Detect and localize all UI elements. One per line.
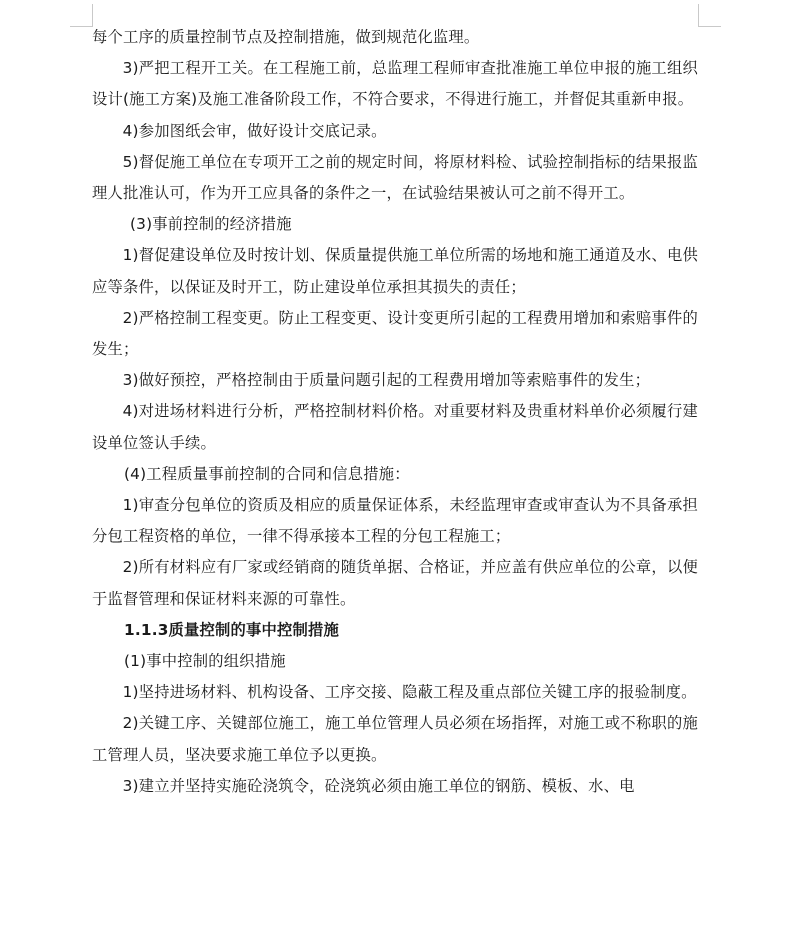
subsection-title: (1)事中控制的组织措施 [124,652,286,671]
subsection-title: (3)事前控制的经济措施 [130,215,292,234]
paragraph-item: 5)督促施工单位在专项开工之前的规定时间，将原材料检、试验控制指标的结果报监理人批准认可，作为开工应具备的条件之一，在试验结果被认可之前不得开工。 [92,152,698,203]
paragraph-item: 3)做好预控，严格控制由于质量问题引起的工程费用增加等索赔事件的发生； [122,371,651,390]
subsection-title: (4)工程质量事前控制的合同和信息措施： [124,464,410,483]
paragraph-item: 1)坚持进场材料、机构设备、工序交接、隐蔽工程及重点部位关键工序的报验制度。 [122,683,697,702]
paragraph-item: 2)严格控制工程变更。防止工程变更、设计变更所引起的工程费用增加和索赔事件的发生； [92,308,698,359]
paragraph-item: 1)督促建设单位及时按计划、保质量提供施工单位所需的场地和施工通道及水、电供应等条件，以保证及时开工，防止建设单位承担其损失的责任； [92,246,698,296]
page-corner-mark-right [698,4,721,27]
paragraph-item: 2)关键工序、关键部位施工，施工单位管理人员必须在场指挥，对施工或不称职的施工管理人员，坚决要求施工单位予以更换。 [92,714,698,764]
paragraph-item: 4)参加图纸会审，做好设计交底记录。 [122,121,387,140]
document-page [92,22,698,802]
paragraph-item: 3)建立并坚持实施砼浇筑令，砼浇筑必须由施工单位的钢筋、模板、水、电 [122,776,635,795]
paragraph-item: 2)所有材料应有厂家或经销商的随货单据、合格证，并应盖有供应单位的公章，以便于监督管理和保证材料来源的可靠性。 [92,558,698,608]
paragraph-continued: 每个工序的质量控制节点及控制措施，做到规范化监理。 [92,28,480,46]
paragraph-item: 1)审查分包单位的资质及相应的质量保证体系，未经监理审查或审查认为不具备承担分包工程资格的单位，一律不得承接本工程的分包工程施工； [92,496,698,546]
section-heading: 1.1.3质量控制的事中控制措施 [124,620,340,639]
paragraph-item: 4)对进场材料进行分析，严格控制材料价格。对重要材料及贵重材料单价必须履行建设单位签认手续。 [92,402,698,452]
page-corner-mark-left [70,4,93,27]
paragraph-item: 3)严把工程开工关。在工程施工前，总监理工程师审查批准施工单位申报的施工组织设计(施工方案)及施工准备阶段工作，不符合要求，不得进行施工，并督促其重新申报。 [92,59,698,109]
